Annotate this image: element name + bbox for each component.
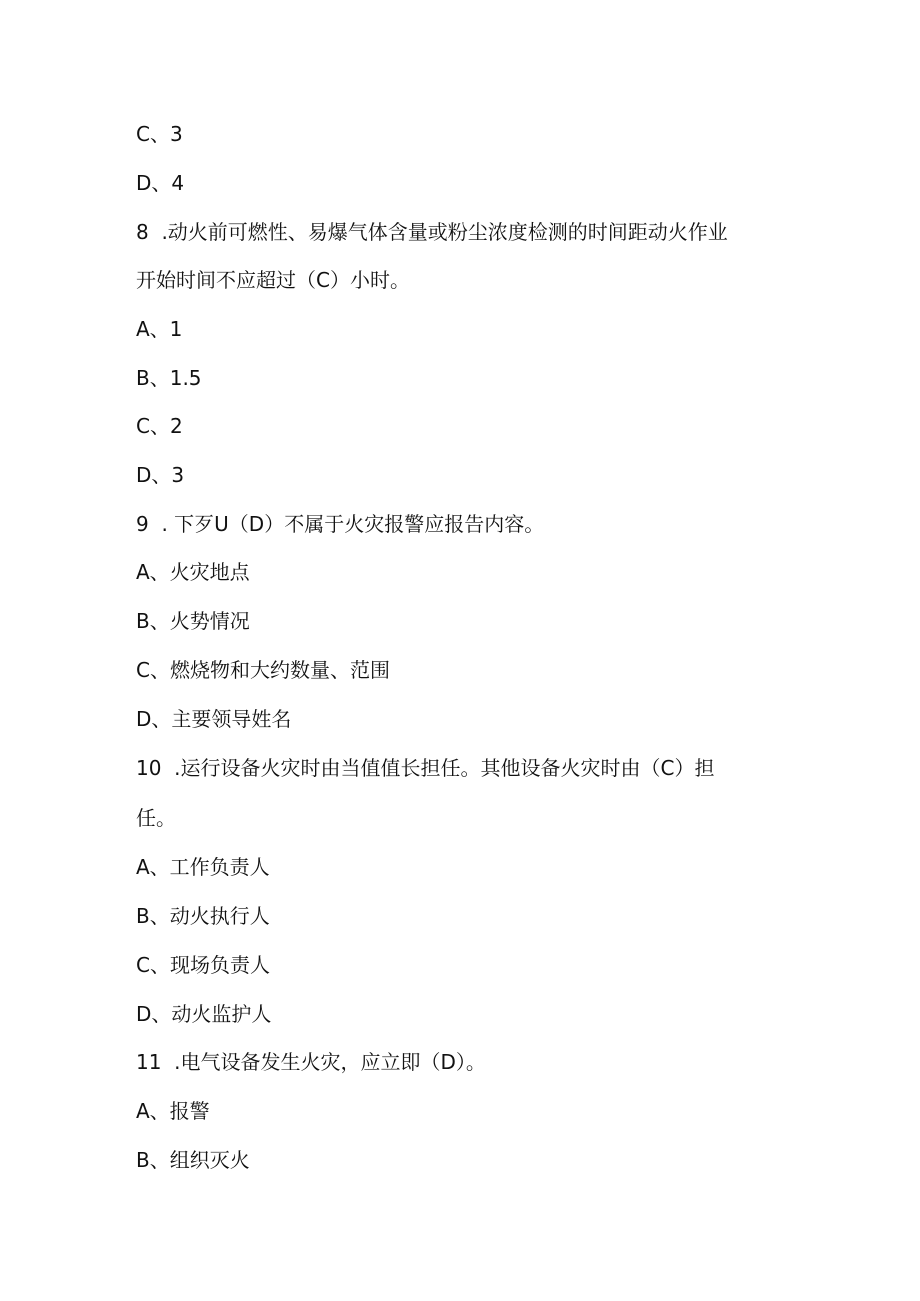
question-11: 11 .电气设备发生火灾，应立即（D）。 <box>136 1050 486 1074</box>
option-9a: A、火灾地点 <box>136 560 250 584</box>
question-8-line-2: 开始时间不应超过（C）小时。 <box>136 268 410 292</box>
question-10-line-2: 任。 <box>136 806 176 830</box>
option-11a: A、报警 <box>136 1099 210 1123</box>
option-10a: A、工作负责人 <box>136 855 270 879</box>
option-9d: D、主要领导姓名 <box>136 707 292 731</box>
option-8a: A、1 <box>136 317 183 341</box>
option-9c: C、燃烧物和大约数量、范围 <box>136 658 390 682</box>
question-10-line-1: 10 .运行设备火灾时由当值值长担任。其他设备火灾时由（C）担 <box>136 756 715 780</box>
option-8b: B、1.5 <box>136 366 202 390</box>
option-11b: B、组织灭火 <box>136 1148 250 1172</box>
question-9: 9 . 下歹U（D）不属于火灾报警应报告内容。 <box>136 512 545 536</box>
question-8-line-1: 8 .动火前可燃性、易爆气体含量或粉尘浓度检测的时间距动火作业 <box>136 220 728 244</box>
option-9b: B、火势情况 <box>136 609 250 633</box>
option-8d: D、3 <box>136 463 185 487</box>
option-10b: B、动火执行人 <box>136 904 270 928</box>
option-8c: C、2 <box>136 414 183 438</box>
option-10c: C、现场负责人 <box>136 953 270 977</box>
option-10d: D、动火监护人 <box>136 1002 272 1026</box>
option-7d: D、4 <box>136 171 185 195</box>
option-7c: C、3 <box>136 122 183 146</box>
